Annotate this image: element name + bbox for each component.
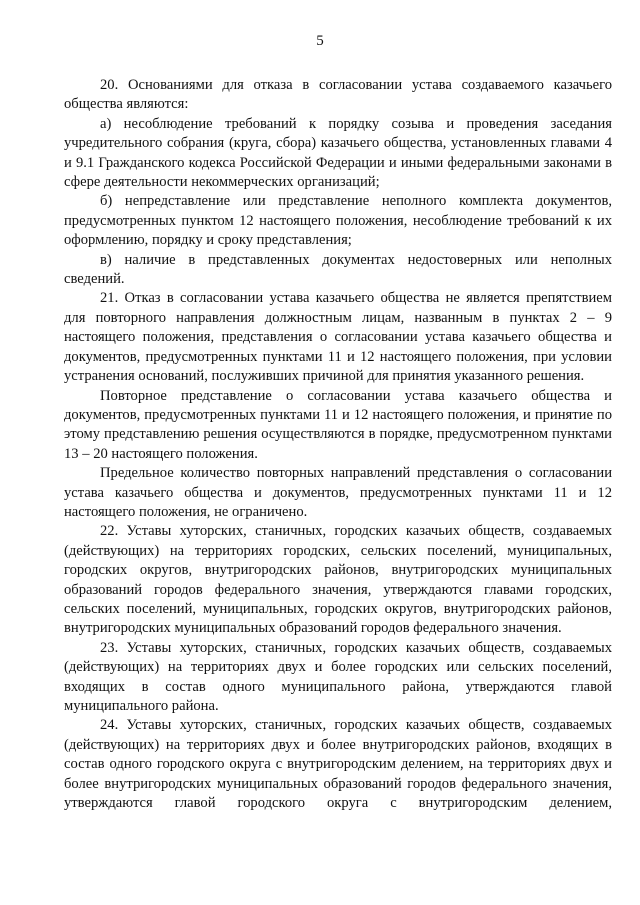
paragraph-24: 24. Уставы хуторских, станичных, городских казачьих обществ, создаваемых (действующих) на территориях двух и более внутригородских районов, входящих в состав одного городского округа с внутригородским делением, на территориях двух и более внутригородских муниципальных образований городов федерального значения, утверждаются главой городского округа с внутригородским делением, [64, 717, 612, 812]
paragraph-21-resubmission: Повторное представление о согласовании устава казачьего общества и документов, предусмотренных пунктами 11 и 12 настоящего положения, и принятие по этому представлению решения осуществляются в порядке, предусмотренном пунктами 13 – 20 настоящего положения. [64, 387, 612, 462]
paragraph-20-b: б) непредставление или представление неполного комплекта документов, предусмотренных пунктом 12 настоящего положения, несоблюдение требований к их оформлению, порядку и сроку представления; [64, 193, 612, 249]
paragraph-21: 21. Отказ в согласовании устава казачьего общества не является препятствием для повторного направления должностным лицам, названным в пунктах 2 – 9 настоящего положения, представления о согласовании устава казачьего общества и документов, предусмотренных пунктами 11 и 12 настоящего положения, при условии устранения оснований, послуживших причиной для принятия указанного решения. [64, 290, 612, 385]
document-body [64, 76, 612, 813]
paragraph-21-limit: Предельное количество повторных направлений представления о согласовании устава казачьего общества и документов, предусмотренных пунктами 11 и 12 настоящего положения, не ограничено. [64, 465, 612, 520]
paragraph-20-a: а) несоблюдение требований к порядку созыва и проведения заседания учредительного собрания (круга, сбора) казачьего общества, установленных главами 4 и 9.1 Гражданского кодекса Российской Федерации и иными федеральными законами в сфере деятельности некоммерческих организаций; [64, 115, 612, 191]
paragraph-20-v: в) наличие в представленных документах недостоверных или неполных сведений. [64, 251, 612, 288]
paragraph-20: 20. Основаниями для отказа в согласовании устава создаваемого казачьего общества являются: [64, 77, 612, 113]
paragraph-22: 22. Уставы хуторских, станичных, городских казачьих обществ, создаваемых (действующих) на территориях городских, сельских поселений, муниципальных, городских округов, внутригородских районов, внутригородских муниципальных образований городов федерального значения, утверждаются главами городских, сельских поселений, муниципальных, городских округов, внутригородских районов, внутригородских муниципальных образований городов федерального значения. [64, 523, 612, 637]
page-number: 5 [316, 33, 324, 49]
paragraph-23: 23. Уставы хуторских, станичных, городских казачьих обществ, создаваемых (действующих) на территориях двух и более городских или сельских поселений, входящих в состав одного муниципального района, утверждаются главой муниципального района. [64, 639, 612, 714]
